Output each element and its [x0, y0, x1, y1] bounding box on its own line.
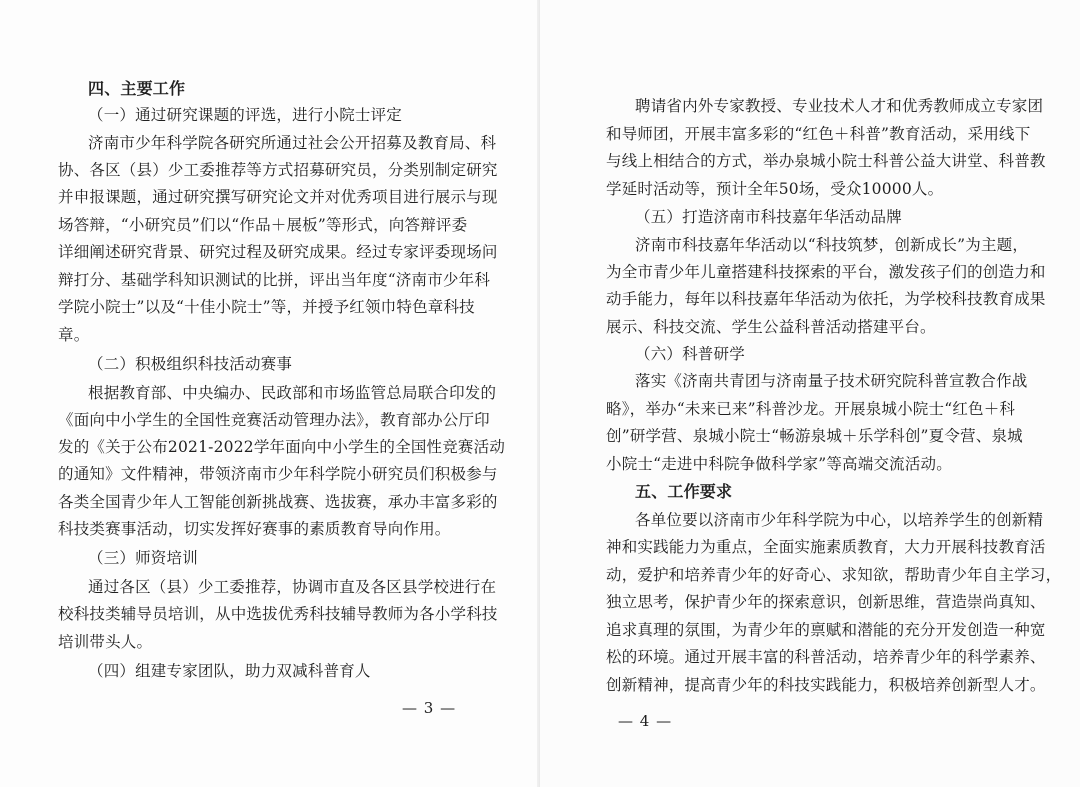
section-1-line: 详细阐述研究背景、研究过程及研究成果。经过专家评委现场问	[58, 243, 498, 261]
requirements-line: 创新精神，提高青少年的科技实践能力，积极培养创新型人才。	[606, 676, 1046, 694]
section-1-line: 并申报课题，通过研究撰写研究论文并对优秀项目进行展示与现	[58, 188, 498, 206]
section-6-title: （六）科普研学	[635, 345, 745, 363]
section-1-line: 学院小院士”以及“十佳小院士”等，并授予红领巾特色章科技	[58, 298, 475, 316]
section-3-title: （三）师资培训	[88, 549, 198, 567]
section-2-line: 《面向中小学生的全国性竞赛活动管理办法》，教育部办公厅印	[58, 411, 490, 429]
requirements-line: 追求真理的氛围，为青少年的禀赋和潜能的充分开发创造一种宽	[606, 621, 1046, 639]
section-4-line: 和导师团，开展丰富多彩的“红色＋科普”教育活动，采用线下	[606, 125, 1031, 143]
requirements-line: 独立思考，保护青少年的探索意识，创新思维，营造崇尚真知、	[606, 593, 1046, 611]
requirements-line: 松的环境。通过开展丰富的科普活动，培养青少年的科学素养、	[606, 648, 1046, 666]
section-2-line: 根据教育部、中央编办、民政部和市场监管总局联合印发的	[88, 384, 497, 402]
section-4-title: （四）组建专家团队，助力双减科普育人	[88, 662, 371, 680]
requirements-line: 各单位要以济南市少年科学院为中心，以培养学生的创新精	[635, 511, 1044, 529]
section-5-line: 动手能力，每年以科技嘉年华活动为依托，为学校科技教育成果	[606, 290, 1046, 308]
section-2-line: 发的《关于公布2021-2022学年面向中小学生的全国性竞赛活动	[58, 438, 506, 456]
requirements-line: 动，爱护和培养青少年的好奇心、求知欲，帮助青少年自主学习，	[606, 566, 1062, 584]
section-5-line: 为全市青少年儿童搭建科技探索的平台，激发孩子们的创造力和	[606, 263, 1046, 281]
section-4-line: 与线上相结合的方式，举办泉城小院士科普公益大讲堂、科普教	[606, 152, 1046, 170]
section-1-line: 章。	[58, 326, 90, 344]
heading-work-requirements: 五、工作要求	[635, 482, 733, 501]
section-3-line: 培训带头人。	[58, 633, 153, 651]
requirements-line: 神和实践能力为重点，全面实施素质教育，大力开展科技教育活	[606, 538, 1046, 556]
page-number-4: — 4 —	[618, 712, 673, 730]
section-2-line: 各类全国青少年人工智能创新挑战赛、选拔赛，承办丰富多彩的	[58, 493, 498, 511]
section-6-line: 略》，举办“未来已来”科普沙龙。开展泉城小院士“红色＋科	[606, 400, 1016, 418]
page-number-3: — 3 —	[402, 699, 457, 717]
page-4	[540, 0, 1080, 787]
section-3-line: 通过各区（县）少工委推荐，协调市直及各区县学校进行在	[88, 578, 497, 596]
section-1-title: （一）通过研究课题的评选，进行小院士评定	[88, 106, 403, 124]
section-4-line: 学延时活动等，预计全年50场，受众10000人。	[606, 180, 944, 198]
section-1-line: 协、各区（县）少工委推荐等方式招募研究员，分类别制定研究	[58, 161, 498, 179]
heading-main-work: 四、主要工作	[88, 79, 186, 98]
section-6-line: 创”研学营、泉城小院士“畅游泉城＋乐学科创”夏令营、泉城	[606, 427, 1023, 445]
section-5-line: 济南市科技嘉年华活动以“科技筑梦，创新成长”为主题，	[635, 236, 1029, 254]
section-1-line: 济南市少年科学院各研究所通过社会公开招募及教育局、科	[88, 134, 497, 152]
section-1-line: 辩打分、基础学科知识测试的比拼，评出当年度“济南市少年科	[58, 271, 491, 289]
section-3-line: 校科技类辅导员培训，从中选拔优秀科技辅导教师为各小学科技	[58, 605, 498, 623]
section-2-line: 科技类赛事活动，切实发挥好赛事的素质教育导向作用。	[58, 520, 451, 538]
section-6-line: 落实《济南共青团与济南量子技术研究院科普宣教合作战	[635, 372, 1028, 390]
section-5-line: 展示、科技交流、学生公益科普活动搭建平台。	[606, 318, 936, 336]
section-6-line: 小院士“走进中科院争做科学家”等高端交流活动。	[606, 455, 952, 473]
section-2-title: （二）积极组织科技活动赛事	[88, 355, 293, 373]
section-2-line: 的通知》文件精神，带领济南市少年科学院小研究员们积极参与	[58, 465, 498, 483]
section-5-title: （五）打造济南市科技嘉年华活动品牌	[635, 208, 902, 226]
section-4-line: 聘请省内外专家教授、专业技术人才和优秀教师成立专家团	[635, 97, 1044, 115]
section-1-line: 场答辩，“小研究员”们以“作品＋展板”等形式，向答辩评委	[58, 216, 468, 234]
